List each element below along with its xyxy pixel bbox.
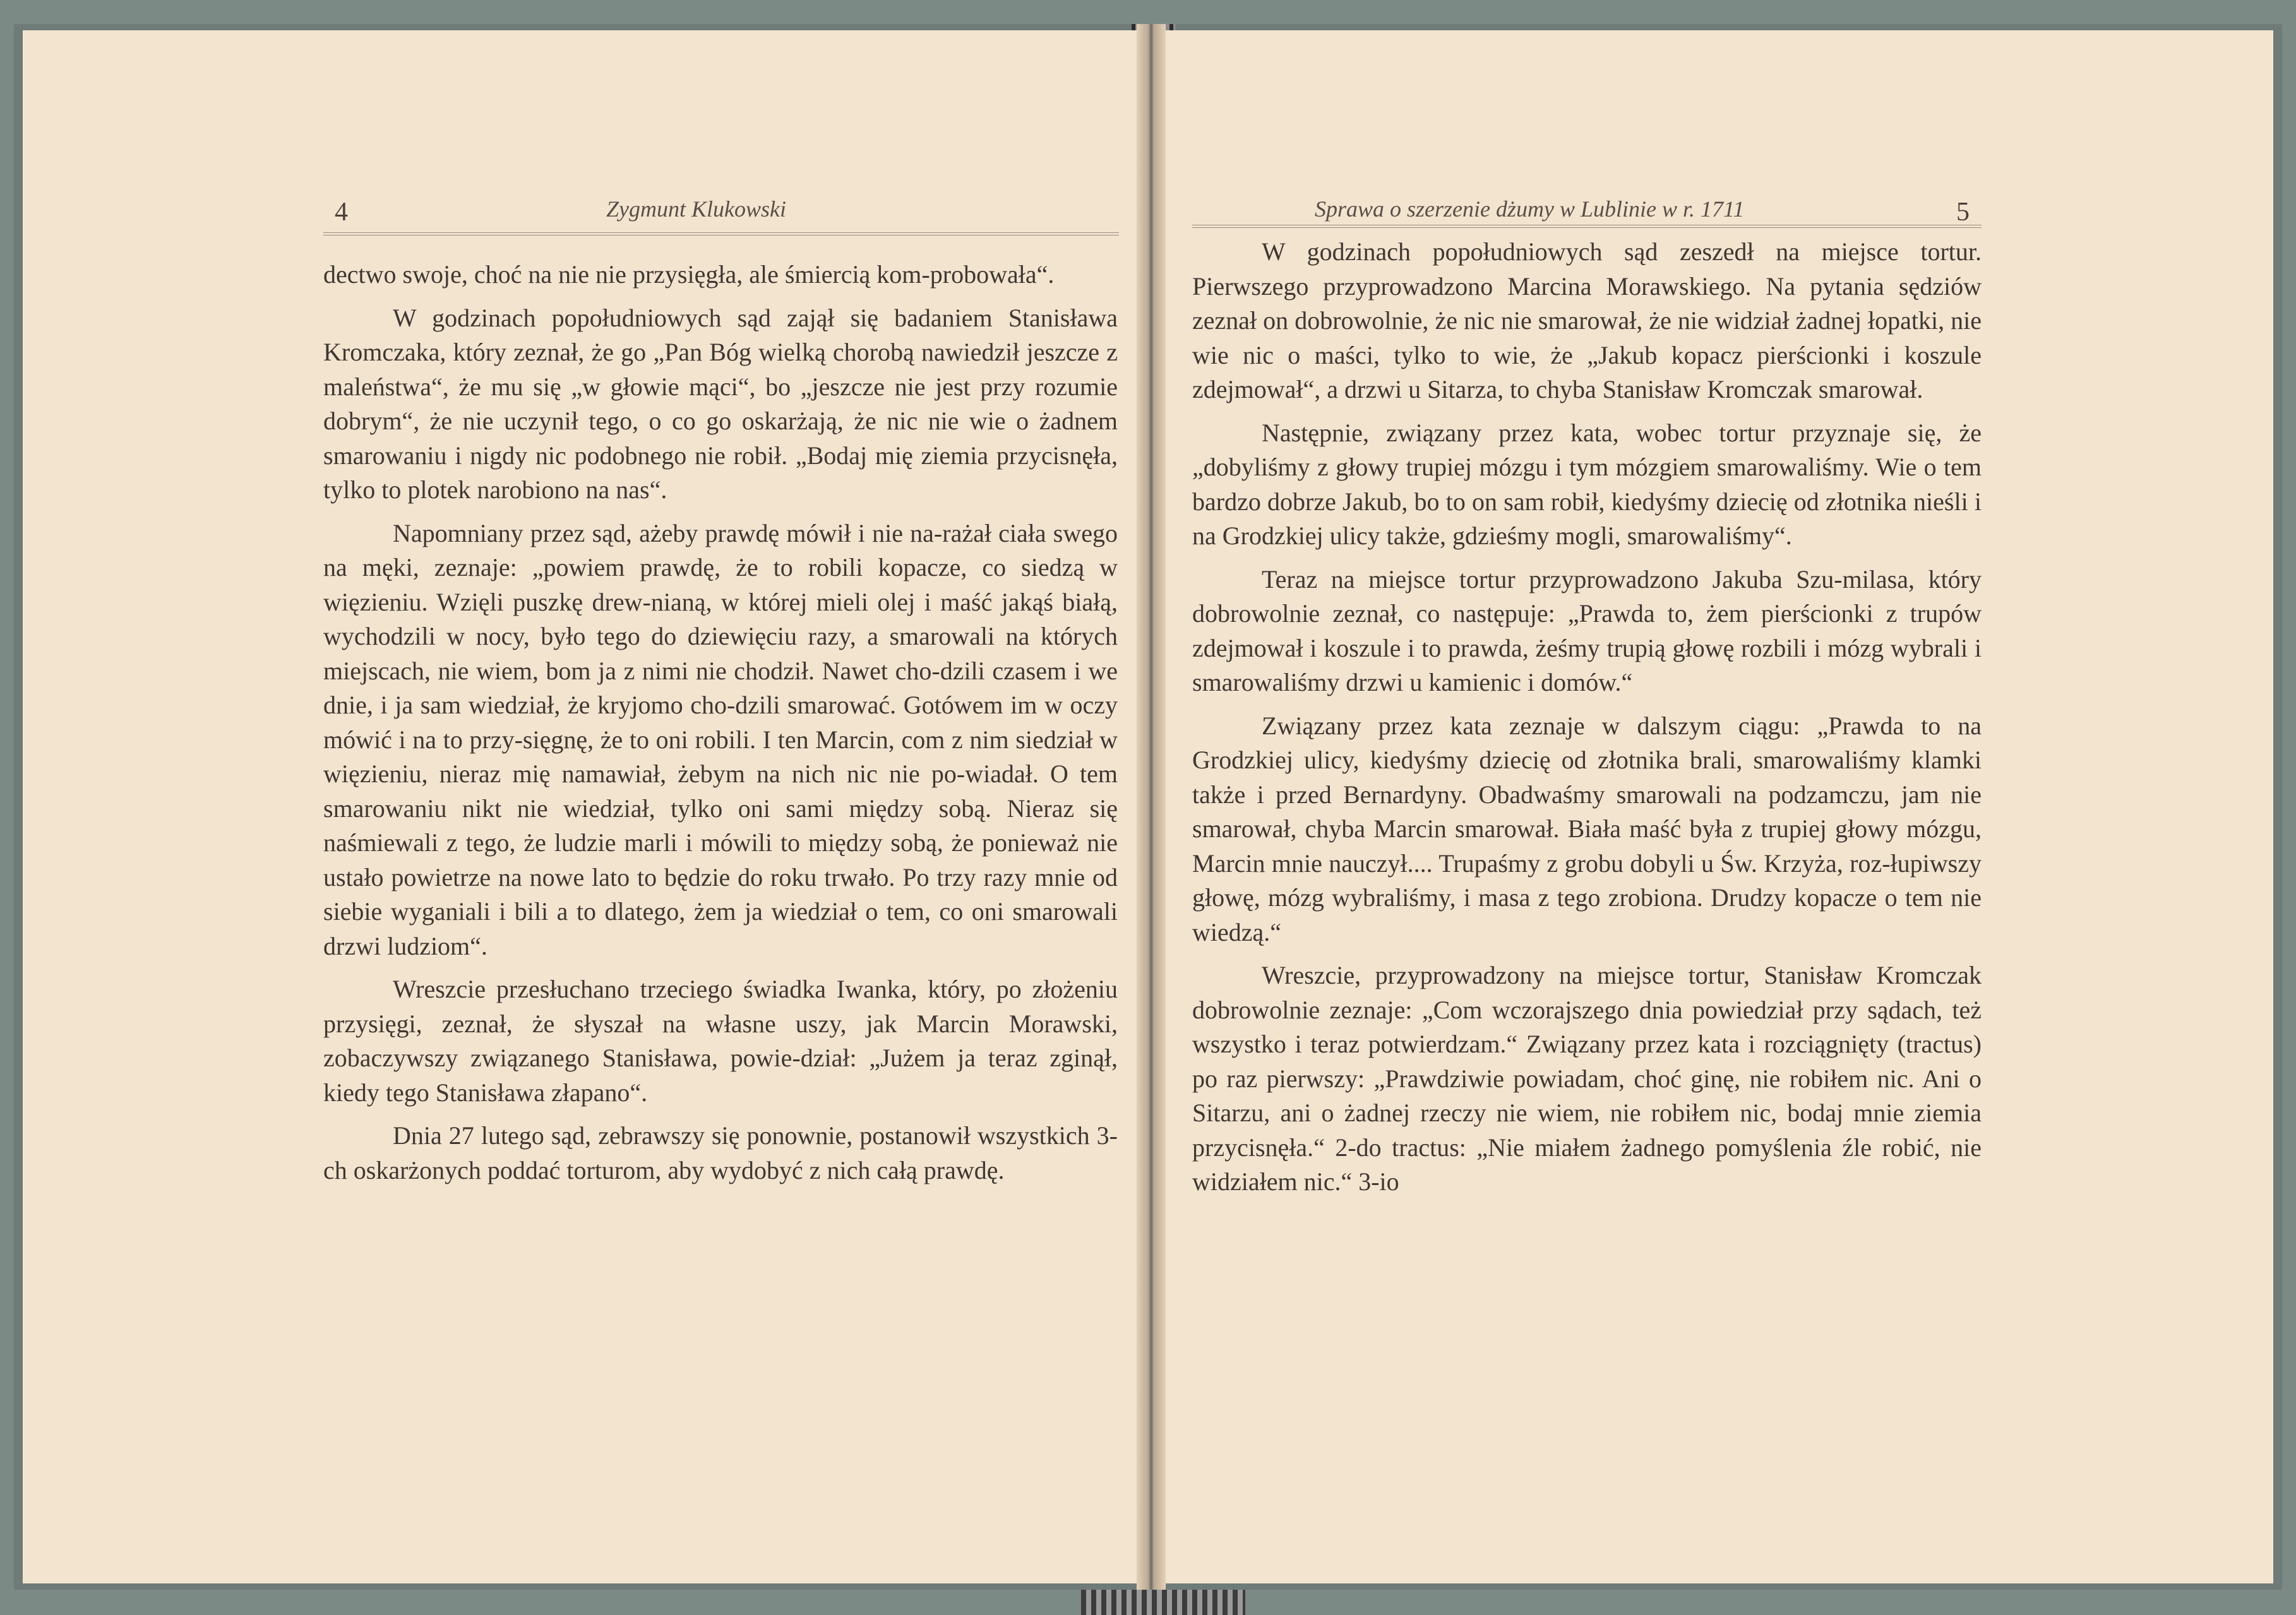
left-header-rule	[323, 232, 1119, 235]
paragraph: Wreszcie przesłuchano trzeciego świadka Iwanka, który, po złożeniu przysięgi, zeznał, że słyszał na własne uszy, jak Marcin Morawski, zobaczywszy związanego Stanisława, powie-dział: „Jużem ja teraz zginął, kiedy tego Stanisława złapano“.	[323, 975, 1118, 1107]
binding-bottom	[1081, 1590, 1245, 1615]
right-page-number: 5	[1956, 198, 1970, 227]
right-page-text	[1192, 235, 1982, 1200]
paragraph: Następnie, związany przez kata, wobec tortur przyznaje się, że „dobyliśmy z głowy trupiej mózgu i tym mózgiem smarowaliśmy. Wie o tem bardzo dobrze Jakub, bo to on sam robił, kiedyśmy dziecię od złotnika nieśli i na Grodzkiej ulicy także, gdzieśmy mogli, smarowaliśmy“.	[1192, 418, 1982, 550]
paragraph: Wreszcie, przyprowadzony na miejsce tortur, Stanisław Kromczak dobrowolnie zeznaje: „Com wczorajszego dnia powiedział przy sądach, też wszystko i teraz potwierdzam.“ Związany przez kata i rozciągnięty (tractus) po raz pierwszy: „Prawdziwie powiadam, choć ginę, nie robiłem nic. Ani o Sitarzu, ani o żadnej rzeczy nie wiem, nie robiłem nic, bodaj mnie ziemia przycisnęła.“ 2-do tractus: „Nie miałem żadnego pomyślenia źle robić, nie widziałem nic.“ 3-io	[1192, 961, 1982, 1196]
paragraph: W godzinach popołudniowych sąd zeszedł na miejsce tortur. Pierwszego przyprowadzono Marcina Morawskiego. Na pytania sędziów zeznał on dobrowolnie, że nic nie smarował, że nie widział żadnej łopatki, nie wie nic o maści, tylko to wie, że „Jakub kopacz pierścionki i koszule zdejmował“, a drzwi u Sitarza, to chyba Stanisław Kromczak smarował.	[1192, 237, 1982, 403]
paragraph: W godzinach popołudniowych sąd zajął się badaniem Stanisława Kromczaka, który zeznał, że go „Pan Bóg wielką chorobą nawiedził jeszcze z maleństwa“, że mu się „w głowie mąci“, bo „jeszcze nie jest przy rozumie dobrym“, że nie uczynił tego, o co go oskarżają, że nic nie wie o żadnem smarowaniu i nigdy nic podobnego nie robił. „Bodaj mię ziemia przycisnęła, tylko to plotek narobiono na nas“.	[323, 303, 1118, 504]
paragraph: Napomniany przez sąd, ażeby prawdę mówił i nie na-rażał ciała swego na męki, zeznaje: „powiem prawdę, że to robili kopacze, co siedzą w więzieniu. Wzięli puszkę drew-nianą, w której mieli olej i maść jakąś białą, wychodzili w nocy, było tego do dziewięciu razy, a smarowali na których miejscach, nie wiem, bom ja z nimi nie chodził. Nawet cho-dzili czasem i we dnie, i ja sam wiedział, że kryjomo cho-dzili smarować. Gotówem im w oczy mówić i na to przy-sięgnę, że to oni robili. I ten Marcin, com z nim siedział w więzieniu, nieraz mię namawiał, żebym na nich nic nie po-wiadał. O tem smarowaniu nikt nie wiedział, tylko oni sami między sobą. Nieraz się naśmiewali z tego, że ludzie marli i mówili to między sobą, że ponieważ nie ustało powietrze na nowe lato to będzie do roku trwało. Po trzy razy mnie od siebie wyganiali i bili a to dlatego, żem ja wiedział o tem, co oni smarowali drzwi ludziom“.	[323, 518, 1118, 960]
right-running-head: Sprawa o szerzenie dżumy w Lublinie w r. 1711	[1315, 196, 1745, 222]
gutter	[1137, 24, 1166, 1590]
left-running-head: Zygmunt Klukowski	[606, 196, 786, 222]
left-page-text	[323, 258, 1118, 1188]
paragraph: dectwo swoje, choć na nie nie przysięgła, ale śmiercią kom-probowała“.	[323, 260, 1055, 289]
paragraph: Dnia 27 lutego sąd, zebrawszy się ponownie, postanowił wszystkich 3-ch oskarżonych poddać torturom, aby wydobyć z nich całą prawdę.	[323, 1121, 1118, 1184]
book-spread	[14, 24, 2282, 1590]
paragraph: Związany przez kata zeznaje w dalszym ciągu: „Prawda to na Grodzkiej ulicy, kiedyśmy dziecię od złotnika brali, smarowaliśmy klamki także i przed Bernardyny. Obadwaśmy smarowali na podzamczu, jam nie smarował, chyba Marcin smarował. Biała maść była z trupiej głowy mózgu, Marcin mnie nauczył.... Trupaśmy z grobu dobyli u Św. Krzyża, roz-łupiwszy głowę, mózg wybraliśmy, i masa z tego zrobiona. Drudzy kopacze o tem nie wiedzą.“	[1192, 711, 1982, 946]
left-page-number: 4	[335, 198, 348, 227]
right-header-rule	[1192, 225, 1982, 228]
paragraph: Teraz na miejsce tortur przyprowadzono Jakuba Szu-milasa, który dobrowolnie zeznał, co następuje: „Prawda to, żem pierścionki z trupów zdejmował i koszule i to prawda, żeśmy trupią głowę rozbili i mózg wybrali i smarowaliśmy drzwi u kamienic i domów.“	[1192, 564, 1982, 696]
